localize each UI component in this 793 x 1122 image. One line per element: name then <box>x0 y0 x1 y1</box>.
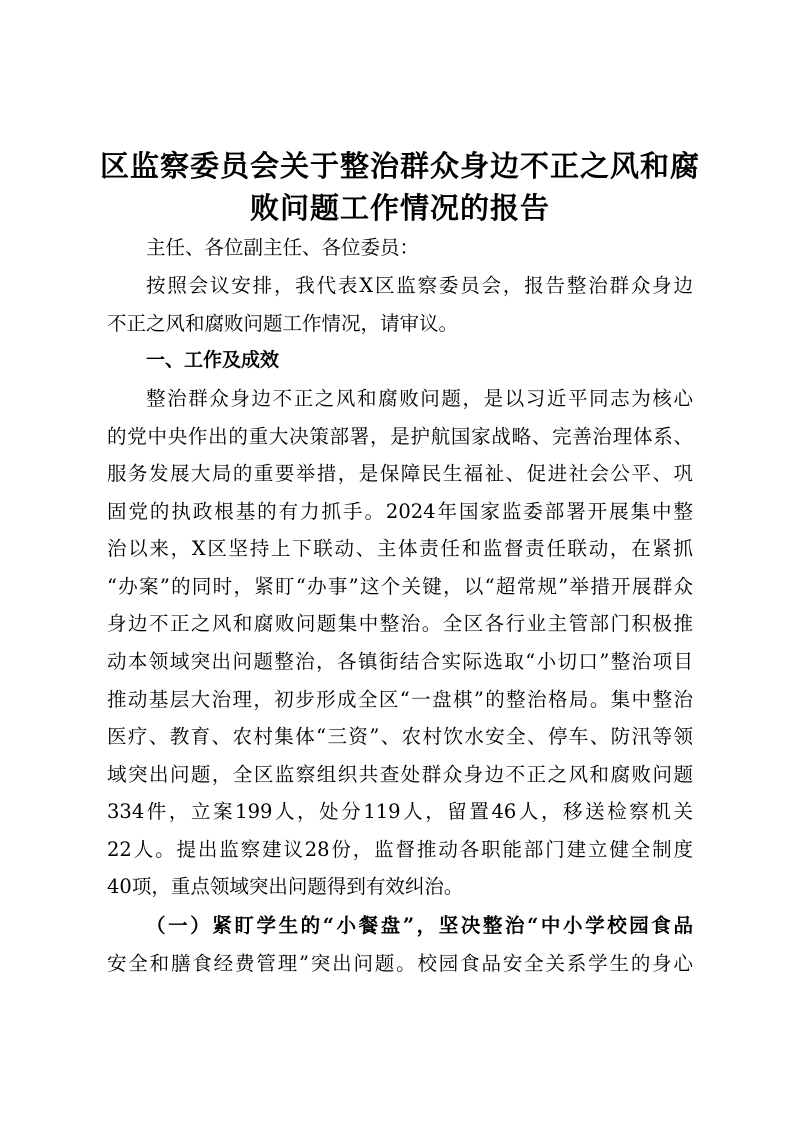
body-line-4: 固党的执政根基的有力抓手。2024年国家监委部署开展集中整 <box>107 500 693 523</box>
section-heading: 一、工作及成效 <box>146 349 280 371</box>
body-line-7: 身边不正之风和腐败问题集中整治。全区各行业主管部门积极推 <box>107 612 693 635</box>
document-title-line-2: 败问题工作情况的报告 <box>249 191 550 225</box>
body-line-2: 的党中央作出的重大决策部署，是护航国家战略、完善治理体系、 <box>107 425 693 448</box>
document-title-line-1: 区监察委员会关于整治群众身边不正之风和腐 <box>100 149 701 183</box>
body-line-3: 服务发展大局的重要举措，是保障民生福祉、促进社会公平、巩 <box>107 462 693 485</box>
body-line-9: 推动基层大治理，初步形成全区“一盘棋”的整治格局。集中整治 <box>107 688 693 711</box>
body-line-6: “办案”的同时，紧盯“办事”这个关键，以“超常规”举措开展群众 <box>107 575 693 598</box>
body-line-13: 22人。提出监察建议28份，监督推动各职能部门建立健全制度 <box>107 838 693 861</box>
intro-line-2: 不正之风和腐败问题工作情况，请审议。 <box>107 312 459 335</box>
body-line-12: 334件，立案199人，处分119人，留置46人，移送检察机关 <box>107 800 693 823</box>
salutation: 主任、各位副主任、各位委员： <box>146 236 420 259</box>
body-line-14: 40项，重点领域突出问题得到有效纠治。 <box>107 875 464 898</box>
subsection-line-2: 安全和膳食经费管理”突出问题。校园食品安全关系学生的身心 <box>107 952 693 975</box>
body-line-11: 域突出问题，全区监察组织共查处群众身边不正之风和腐败问题 <box>107 763 693 786</box>
body-line-8: 动本领域突出问题整治，各镇街结合实际选取“小切口”整治项目 <box>107 650 693 673</box>
intro-line-1: 按照会议安排，我代表X区监察委员会，报告整治群众身边 <box>146 274 693 297</box>
subsection-line-1: （一）紧盯学生的“小餐盘”，坚决整治“中小学校园食品 <box>146 914 693 937</box>
body-line-10: 医疗、教育、农村集体“三资”、农村饮水安全、停车、防汛等领 <box>107 725 693 748</box>
body-line-1: 整治群众身边不正之风和腐败问题，是以习近平同志为核心 <box>146 387 693 410</box>
body-line-5: 治以来，X区坚持上下联动、主体责任和监督责任联动，在紧抓 <box>107 537 693 560</box>
